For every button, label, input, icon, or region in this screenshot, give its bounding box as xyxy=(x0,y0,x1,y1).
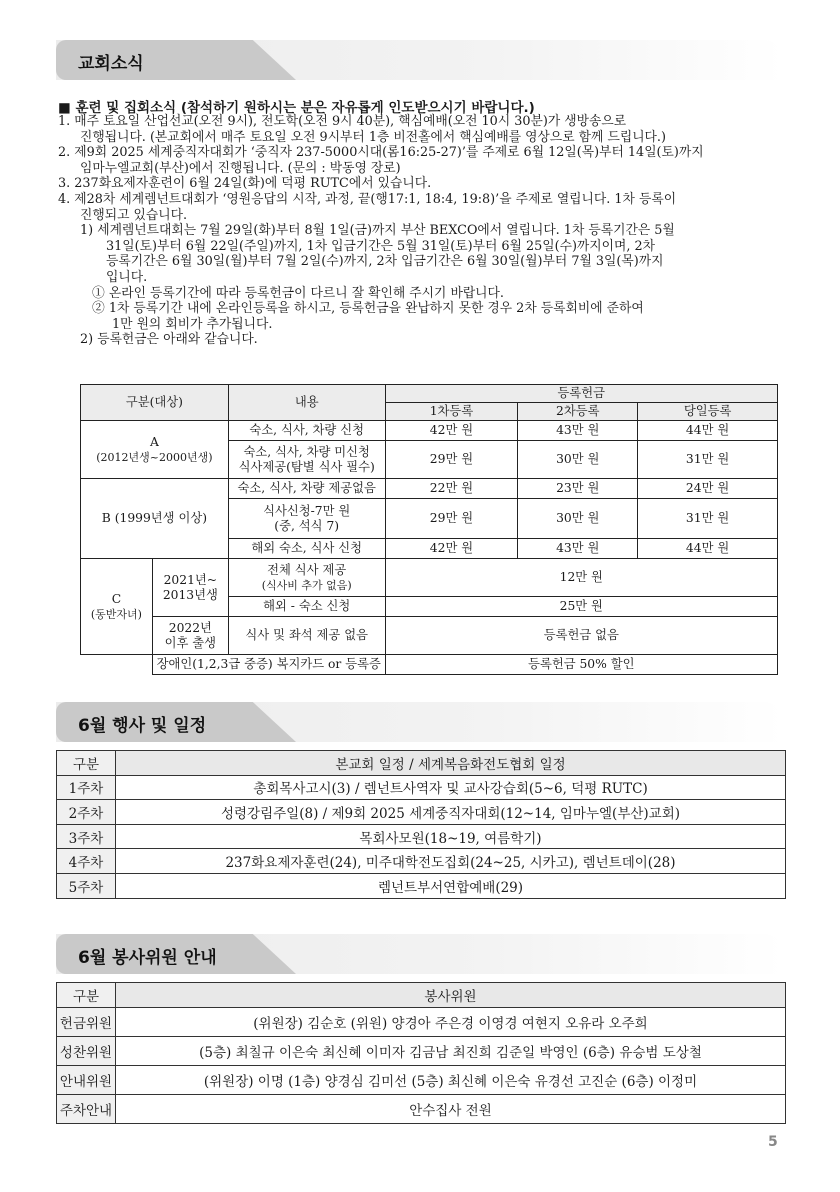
fee-content-line: (식사비 추가 없음) xyxy=(261,578,352,592)
notice-line: 임마누엘교회(부산)에서 진행됩니다. (문의 : 박동영 장로) xyxy=(80,160,401,176)
week-label: 5주차 xyxy=(57,873,116,898)
week-label: 3주차 xyxy=(57,824,116,849)
fee-content-line: 전체 식사 제공 xyxy=(267,562,347,577)
page-number: 5 xyxy=(768,1134,778,1150)
notice-line: 31일(토)부터 6월 22일(주일)까지, 1차 입금기간은 5월 31일(토)부터 6월 25일(수)까지이며, 2차 xyxy=(106,238,656,254)
fee-value: 30만 원 xyxy=(518,499,638,539)
group-c2-cell xyxy=(152,617,228,655)
fee-content: 장애인(1,2,3급 중증) 복지카드 or 등록증 xyxy=(152,655,385,675)
fee-header-fee: 등록헌금 xyxy=(385,385,777,403)
week-events: 렘넌트부서연합예배(29) xyxy=(116,873,786,898)
fee-content xyxy=(228,441,385,479)
events-header-content: 본교회 일정 / 세계복음화전도협회 일정 xyxy=(116,751,786,776)
fee-value: 25만 원 xyxy=(385,597,777,617)
fee-value: 29만 원 xyxy=(385,441,518,479)
role-label: 성찬위원 xyxy=(57,1036,116,1065)
fee-value: 43만 원 xyxy=(518,539,638,559)
notice-line: 2. 제9회 2025 세계중직자대회가 ‘중직자 237-5000시대(롬16:25-27)’를 주제로 6월 12일(목)부터 14일(토)까지 xyxy=(58,145,704,161)
fee-value: 23만 원 xyxy=(518,479,638,499)
table-row xyxy=(57,775,786,800)
fee-header-day: 당일등록 xyxy=(638,403,778,421)
training-heading: ■ 훈련 및 집회소식 (참석하기 원하시는 분은 자유롭게 인도받으시기 바랍니다.) xyxy=(58,100,535,116)
notice-line: 등록기간은 6월 30일(월)부터 7월 2일(수)까지, 2차 입금기간은 6월 30일(월)부터 7월 3일(목)까지 xyxy=(106,254,664,270)
fee-content-line: 식사신청-7만 원 xyxy=(263,503,351,518)
fee-value: 44만 원 xyxy=(638,421,778,441)
group-a-sub: (2012년생~2000년생) xyxy=(96,450,213,464)
group-a-label: A xyxy=(149,434,159,449)
june-events-table xyxy=(56,750,786,899)
service-header-label: 구분 xyxy=(57,983,116,1008)
fee-value: 12만 원 xyxy=(385,559,777,597)
group-c1-label: 2021년~ xyxy=(163,572,218,587)
table-row xyxy=(57,1036,786,1065)
fee-value: 42만 원 xyxy=(385,539,518,559)
role-label: 안내위원 xyxy=(57,1065,116,1094)
table-row xyxy=(57,1065,786,1094)
fee-content: 해외 숙소, 식사 신청 xyxy=(228,539,385,559)
fee-content xyxy=(228,559,385,597)
notice-line: 1) 세계렘넌트대회는 7월 29일(화)부터 8월 1일(금)까지 부산 BEXCO에서 열립니다. 1차 등록기간은 5월 xyxy=(80,223,675,239)
fee-content: 숙소, 식사, 차량 신청 xyxy=(228,421,385,441)
events-header-label: 구분 xyxy=(57,751,116,776)
notice-line: 3. 237화요제자훈련이 6월 24일(화)에 덕평 RUTC에서 있습니다. xyxy=(58,176,432,192)
fee-value: 31만 원 xyxy=(638,499,778,539)
registration-fee-table xyxy=(80,384,778,675)
fee-value: 44만 원 xyxy=(638,539,778,559)
role-members: 안수집사 전원 xyxy=(116,1094,786,1123)
role-label: 주차안내 xyxy=(57,1094,116,1123)
week-events: 총회목사고시(3) / 렘넌트사역자 및 교사강습회(5~6, 덕평 RUTC) xyxy=(116,775,786,800)
group-c1-label: 2013년생 xyxy=(162,587,218,602)
notice-line: 1만 원의 회비가 추가됩니다. xyxy=(112,316,273,332)
fee-value: 30만 원 xyxy=(518,441,638,479)
notice-line: ② 1차 등록기간 내에 온라인등록을 하시고, 등록헌금을 완납하지 못한 경우 2차 등록회비에 준하여 xyxy=(92,301,644,317)
fee-value: 22만 원 xyxy=(385,479,518,499)
notice-line: 입니다. xyxy=(106,269,148,285)
fee-content: 식사 및 좌석 제공 없음 xyxy=(228,617,385,655)
fee-header-content: 내용 xyxy=(228,385,385,421)
notice-line: 2) 등록헌금은 아래와 같습니다. xyxy=(80,332,258,348)
service-header-content: 봉사위원 xyxy=(116,983,786,1008)
group-c-cell xyxy=(81,559,153,655)
june-events-header xyxy=(56,702,784,742)
week-events: 237화요제자훈련(24), 미주대학전도집회(24~25, 시카고), 렘넌트데이(28) xyxy=(116,849,786,874)
week-events: 목회사모원(18~19, 여름학기) xyxy=(116,824,786,849)
fee-value: 29만 원 xyxy=(385,499,518,539)
fee-content xyxy=(228,499,385,539)
fee-value: 등록헌금 없음 xyxy=(385,617,777,655)
notice-list xyxy=(58,114,788,348)
role-label: 헌금위원 xyxy=(57,1007,116,1036)
group-b-label: B (1999년생 이상) xyxy=(81,479,229,559)
fee-value: 42만 원 xyxy=(385,421,518,441)
table-row xyxy=(57,1094,786,1123)
table-row xyxy=(57,849,786,874)
week-label: 2주차 xyxy=(57,800,116,825)
notice-line: 진행됩니다. (본교회에서 매주 토요일 오전 9시부터 1층 비전홀에서 핵심예배를 영상으로 함께 드립니다.) xyxy=(80,129,666,145)
role-members: (5층) 최칠규 이은숙 최신혜 이미자 김금남 최진희 김준일 박영인 (6층) 유승범 도상철 xyxy=(116,1036,786,1065)
table-row xyxy=(57,873,786,898)
june-service-table xyxy=(56,982,786,1124)
june-events-title: 6월 행사 및 일정 xyxy=(78,716,207,736)
fee-content-line: (중, 석식 7) xyxy=(274,518,340,533)
fee-header-first: 1차등록 xyxy=(385,403,518,421)
fee-value: 43만 원 xyxy=(518,421,638,441)
empty-cell xyxy=(81,655,153,675)
notice-line: 1. 매주 토요일 산업선교(오전 9시), 전도학(오전 9시 40분), 핵심예배(오전 10시 30분)가 생방송으로 xyxy=(58,114,627,129)
table-row xyxy=(57,1007,786,1036)
group-a-cell xyxy=(81,421,229,479)
june-service-header xyxy=(56,934,784,974)
group-c-sub: (동반자녀) xyxy=(90,607,142,621)
table-row xyxy=(57,824,786,849)
fee-value: 31만 원 xyxy=(638,441,778,479)
week-events: 성령강림주일(8) / 제9회 2025 세계중직자대회(12~14, 임마누엘(부산)교회) xyxy=(116,800,786,825)
fee-content: 숙소, 식사, 차량 제공없음 xyxy=(228,479,385,499)
group-c2-label: 2022년 xyxy=(168,620,212,635)
church-news-header xyxy=(56,40,784,80)
fee-value: 등록헌금 50% 할인 xyxy=(385,655,777,675)
group-c-label: C xyxy=(111,591,122,606)
group-c1-cell xyxy=(152,559,228,617)
group-c2-label: 이후 출생 xyxy=(164,635,217,650)
june-service-title: 6월 봉사위원 안내 xyxy=(78,948,217,968)
notice-line: ① 온라인 등록기간에 따라 등록헌금이 다르니 잘 확인해 주시기 바랍니다. xyxy=(92,285,504,301)
notice-line: 4. 제28차 세계렘넌트대회가 ‘영원응답의 시작, 과정, 끝(행17:1, 18:4, 19:8)’을 주제로 열립니다. 1차 등록이 xyxy=(58,191,677,207)
fee-content: 해외 - 숙소 신청 xyxy=(228,597,385,617)
fee-value: 24만 원 xyxy=(638,479,778,499)
week-label: 4주차 xyxy=(57,849,116,874)
church-news-title: 교회소식 xyxy=(78,54,144,74)
fee-header-group: 구분(대상) xyxy=(81,385,229,421)
week-label: 1주차 xyxy=(57,775,116,800)
role-members: (위원장) 이명 (1층) 양경심 김미선 (5층) 최신혜 이은숙 유경선 고진순 (6층) 이정미 xyxy=(116,1065,786,1094)
notice-line: 진행되고 있습니다. xyxy=(80,207,188,223)
role-members: (위원장) 김순호 (위원) 양경아 주은경 이영경 여현지 오유라 오주희 xyxy=(116,1007,786,1036)
table-row xyxy=(57,800,786,825)
fee-content-line: 숙소, 식사, 차량 미신청 xyxy=(243,444,370,459)
fee-content-line: 식사제공(탐별 식사 필수) xyxy=(238,459,375,474)
fee-header-second: 2차등록 xyxy=(518,403,638,421)
